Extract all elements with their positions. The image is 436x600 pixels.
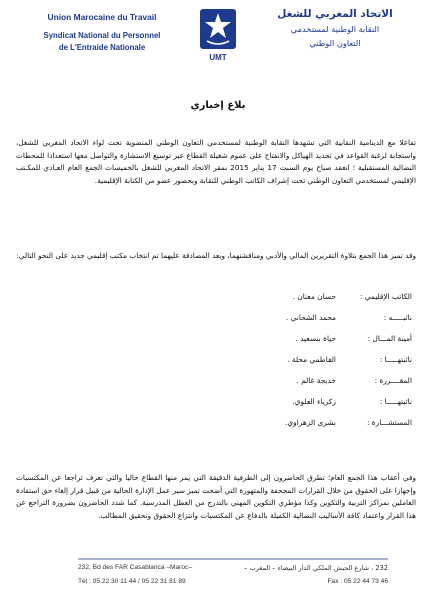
document-title: بلاغ إخباري bbox=[190, 100, 246, 111]
syndicate-name-fr: Syndicat National du Personnel bbox=[43, 31, 161, 40]
office-members-list bbox=[72, 292, 412, 439]
member-role: المستشـــارة : bbox=[366, 418, 412, 427]
svg-text:UMT: UMT bbox=[209, 53, 227, 62]
member-role: نائبتهـــــا : bbox=[379, 355, 412, 364]
member-name: بشرى الزهراوي. bbox=[285, 418, 336, 427]
member-role: نائبتهـــــا : bbox=[379, 397, 412, 406]
office-member-row bbox=[72, 355, 412, 376]
member-name: الفاطمي محلة . bbox=[287, 355, 336, 364]
assembly-paragraph: وقد تميز هذا الجمع بتلاوة التقريرين المالي والأدبي ومناقشتهما، وبعد المصادقة عليهما تم انتخاب مكتب إقليمي جديد على النحو التالي: bbox=[16, 251, 416, 260]
member-role: الكاتب الإقليمي : bbox=[359, 292, 412, 301]
union-name-ar: الاتحاد المغربي للشغل bbox=[277, 8, 393, 20]
fax: Fax : 05 22 44 73 46 bbox=[327, 578, 388, 585]
office-member-row bbox=[72, 334, 412, 355]
office-member-row bbox=[72, 313, 412, 334]
telephone: Tél : 05 22 30 11 44 / 05 22 31 81 89 bbox=[78, 578, 186, 585]
member-name: خديجة غالم . bbox=[296, 376, 336, 385]
entraide-name-ar: التعاون الوطني bbox=[309, 38, 361, 48]
footer-divider bbox=[78, 554, 388, 564]
union-name-fr: Union Marocaine du Travail bbox=[47, 12, 157, 22]
member-name: حسان معنان . bbox=[292, 292, 336, 301]
office-member-row bbox=[72, 376, 412, 397]
syndicate-name-ar: النقابة الوطنية لمستخدمي bbox=[290, 24, 380, 34]
intro-paragraph: تفاعلا مع الدينامية النقابية التي تشهدها النقابة الوطنية لمستخدمي التعاون الوطني المنضوية تحت لواء الاتحاد المغربي للشغل، واستجابة لرغبة القواعد في تجديد الهياكل والانفتاح على عموم شغيلة القطاع عبر توسيع الاستشارة والتواصل معها استعدادا للمحطات النضالية المستقبلية ؛ انعقد صباح يوم السبت 17 يناير 2015 بمقر الاتحاد المغربي للشغل بالخميسات الجمع العام العـادي للمكـتب الإقليمي لمستخدمي التعاون الوطني تحت إشراف الكاتب الوطني للنقابة وبحضور عضو من الكتابة الإقليمية. bbox=[16, 138, 417, 185]
entraide-name-fr: de L'Entraide Nationale bbox=[58, 43, 146, 52]
footer-contact bbox=[78, 554, 388, 600]
address-ar: 232 ، شارع الجيش الملكي الدار البيضاء – المغرب – bbox=[244, 564, 388, 572]
member-name: محمد الشحاني . bbox=[285, 313, 336, 322]
letterhead-arabic bbox=[260, 8, 410, 48]
conclusion-paragraph: وفي أعقاب هذا الجمع العام؛ تطرق الحاضرون إلى الظرفية الدقيقة التي يمر منها القطاع حاليا والتي تعرف تراجعا عن المكتسبات وإجهازا على الحقوق من خلال القرارات المجحفة والمتهورة التي أضحت تميز سير عمل الإدارة الحالية من قبيل قرار إلغاء حق استفادة العاملين بمراكز التربية والتكوين وكذا مؤطري التكوين المهني بالتدرج من العطل المدرسية. كما شدد الحاضرون بضرورة التراجع عن هذا القرار واعتماد كافة الأساليب النضالية الكفيلة بالدفاع عن المكتسبات وانتزاع الحقوق وتحقيق المطالب. bbox=[16, 473, 416, 520]
member-name: زكرياء العلوي. bbox=[292, 397, 336, 406]
office-member-row bbox=[72, 292, 412, 313]
office-member-row bbox=[72, 397, 412, 418]
address-fr: 232, Bd des FAR Casablanca –Maroc– bbox=[78, 564, 192, 571]
member-role: أمينة المـــال : bbox=[367, 334, 412, 343]
umt-logo bbox=[197, 7, 239, 65]
letterhead-french bbox=[22, 10, 182, 52]
member-role: نائبـــــه : bbox=[383, 313, 412, 322]
member-name: حياة بنسعيد . bbox=[295, 334, 336, 343]
office-member-row bbox=[72, 418, 412, 439]
member-role: المقــــررة : bbox=[374, 376, 412, 385]
